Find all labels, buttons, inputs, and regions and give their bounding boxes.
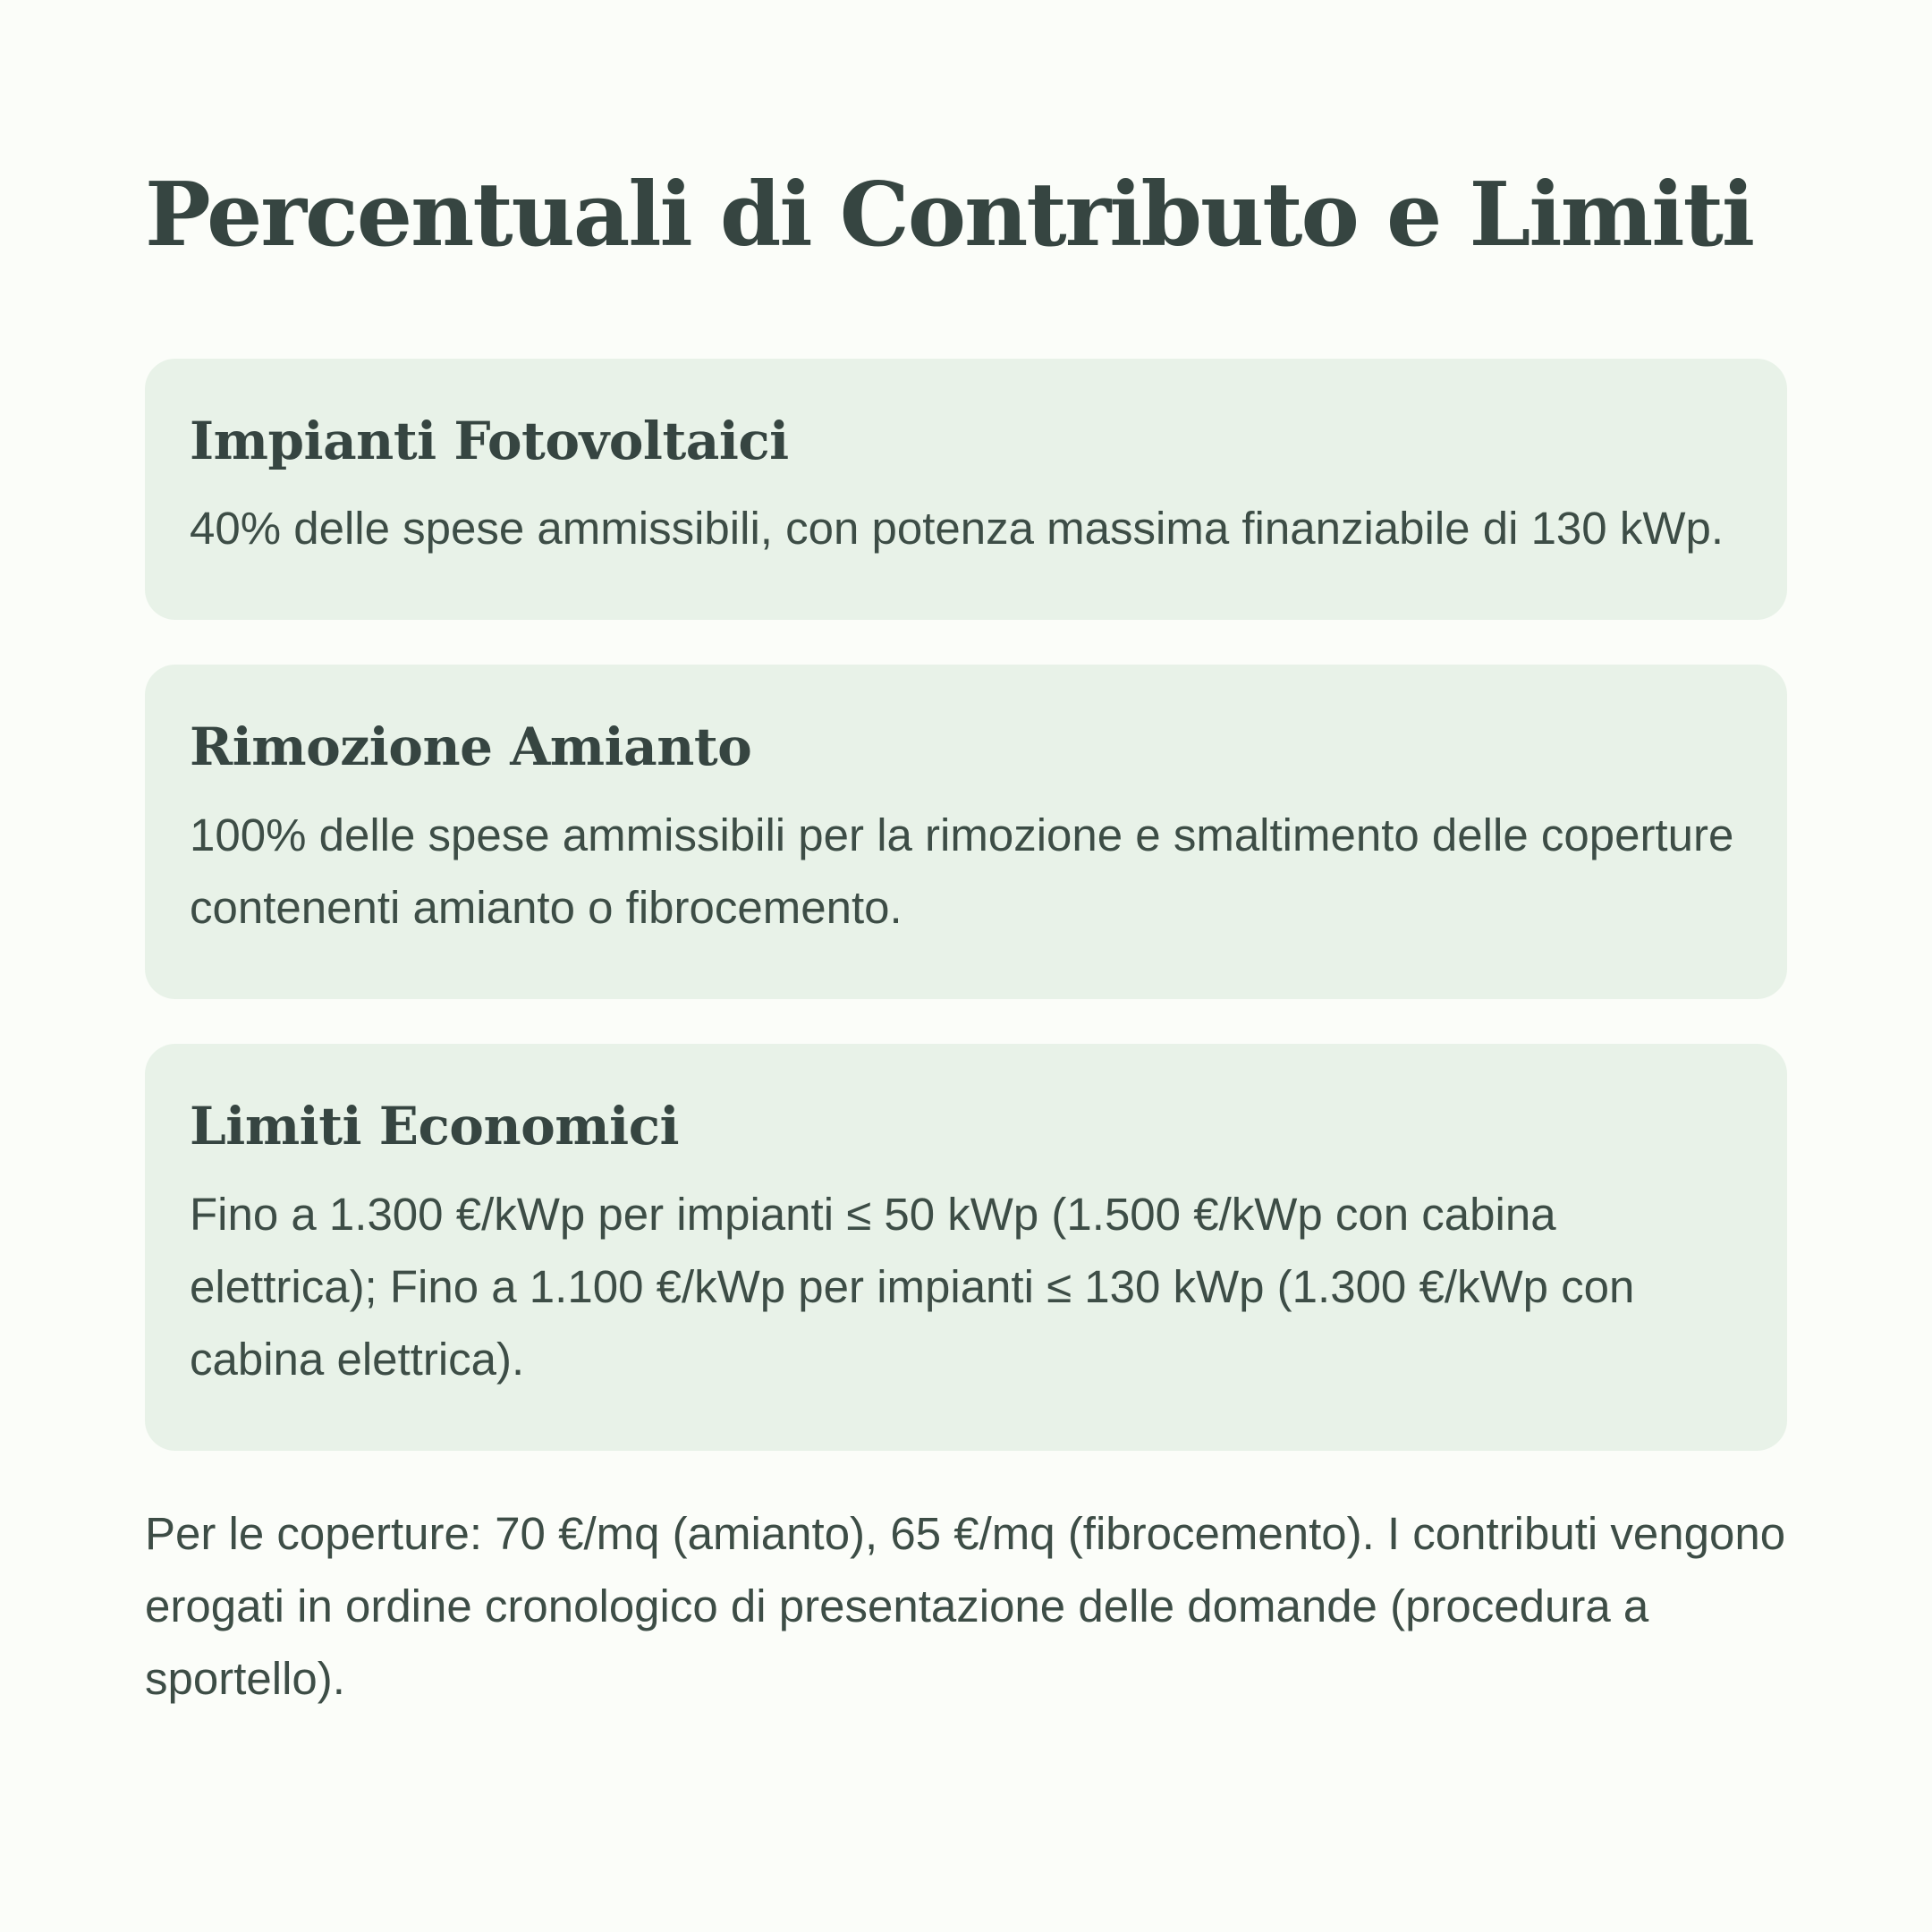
footer-note: Per le coperture: 70 €/mq (amianto), 65 €/mq (fibrocemento). I contributi vengono erogati in ordine cronologico di presentazione delle domande (procedura a sportello). [145, 1507, 1786, 1704]
card-limiti-economici [145, 1044, 1787, 1451]
card-text: 100% delle spese ammissibili per la rimozione e smaltimento delle coperture contenenti amianto o fibrocemento. [190, 809, 1734, 934]
card-text: Fino a 1.300 €/kWp per impianti ≤ 50 kWp (1.500 €/kWp con cabina elettrica); Fino a 1.100 €/kWp per impianti ≤ 130 kWp (1.300 €/kWp con cabina elettrica). [190, 1188, 1635, 1385]
card-title: Limiti Economici [190, 1096, 680, 1157]
card-text: 40% delle spese ammissibili, con potenza massima finanziabile di 130 kWp. [190, 503, 1724, 555]
card-rimozione-amianto [145, 665, 1787, 999]
card-title: Impianti Fotovoltaici [190, 410, 789, 471]
info-cards [145, 359, 1787, 1451]
page-title: Percentuali di Contributo e Limiti [145, 164, 1754, 267]
card-title: Rimozione Amianto [190, 716, 752, 778]
card-impianti-fotovoltaici [145, 359, 1787, 621]
